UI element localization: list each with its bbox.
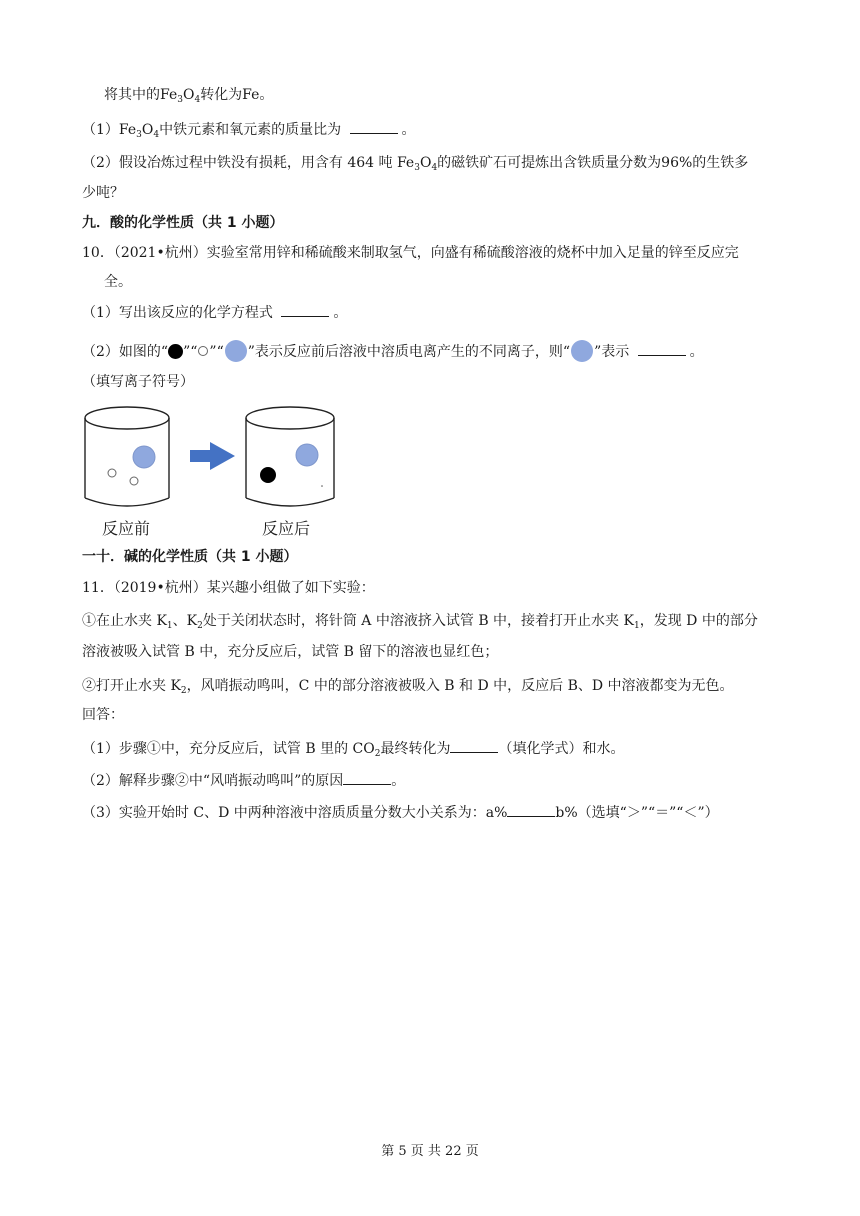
page-footer: 第 5 页 共 22 页 — [381, 1144, 479, 1159]
blue-ion-icon — [225, 340, 247, 362]
question-11-step-1: ①在止水夹 $K_1$、$K_2$处于关闭状态时，将针筒 A 中溶液挤入试管 B 中，接着打开止水夹 $K_1$，发现 D 中的部分 — [82, 613, 758, 631]
question-10-note: （填写离子符号） — [82, 374, 194, 390]
question-10-stem: 10．（2021•杭州）实验室常用锌和稀硫酸来制取氢气，向盛有稀硫酸溶液的烧杯中加入足量的锌至反应完 — [82, 245, 739, 261]
beaker-before — [85, 407, 169, 506]
question-11-step-2: ②打开止水夹 $K_2$，风哨振动鸣叫，C 中的部分溶液被吸入 B 和 D 中，反应后 B、D 中溶液都变为无色。 — [82, 678, 734, 696]
question-11-part-1: （1）步骤①中，充分反应后，试管 B 里的 $CO_2$最终转化为 （填化学式）和水。 — [82, 738, 624, 759]
question-10-part-1: （1）写出该反应的化学方程式 。 — [82, 302, 347, 323]
question-10-part-2: （2）如图的“ ”“ ”“ ”表示反应前后溶液中溶质电离产生的不同离子，则“ ”表示 。 — [82, 340, 704, 362]
blue-ion-icon — [571, 340, 593, 362]
answer-blank[interactable] — [450, 738, 498, 753]
section-heading-11: 一十．碱的化学性质（共 1 小题） — [82, 549, 298, 565]
question-9-part-2-cont: 少吨？ — [82, 185, 124, 201]
white-ion-icon — [198, 346, 208, 356]
beaker-after — [246, 407, 334, 506]
beaker-diagram — [82, 400, 342, 515]
black-ion-icon — [260, 467, 276, 483]
question-11-step-1-cont: 溶液被吸入试管 B 中，充分反应后，试管 B 留下的溶液也显红色； — [82, 644, 499, 660]
answer-blank[interactable] — [638, 341, 686, 356]
answer-blank[interactable] — [343, 770, 391, 785]
blue-ion-icon — [133, 446, 155, 468]
arrow-right-icon — [190, 442, 235, 470]
section-heading-9: 九．酸的化学性质（共 1 小题） — [82, 215, 284, 231]
answer-blank[interactable] — [281, 302, 329, 317]
answer-blank[interactable] — [350, 119, 398, 134]
question-9-part-2: （2）假设冶炼过程中铁没有损耗，用含有 464 吨 $Fe_3O_4$的磁铁矿石可提炼出含铁质量分数为96%的生铁多 — [82, 155, 749, 173]
text-line-fe3o4-conversion: 将其中的$Fe_3O_4$转化为Fe。 — [104, 87, 274, 105]
answer-blank[interactable] — [507, 802, 555, 817]
caption-after: 反应后 — [262, 519, 311, 538]
caption-before: 反应前 — [102, 519, 151, 538]
question-11-part-3: （3）实验开始时 C、D 中两种溶液中溶质质量分数大小关系为：a% b%（选填“＞”“＝”“＜”） — [82, 802, 719, 823]
question-9-part-1: $(1)Fe_3O_4$中铁元素和氧元素的质量比为 。 — [82, 119, 416, 140]
beaker-reaction-figure — [82, 400, 342, 540]
question-11-part-2: （2）解释步骤②中“风哨振动鸣叫”的原因 。 — [82, 770, 405, 791]
question-11-stem: 11．（2019•杭州）某兴趣小组做了如下实验： — [82, 580, 375, 596]
white-ion-icon — [108, 469, 116, 477]
white-ion-icon — [130, 477, 138, 485]
question-10-stem-cont: 全。 — [104, 274, 132, 290]
blue-ion-icon — [296, 444, 318, 466]
black-ion-icon — [168, 344, 183, 359]
question-11-answer-label: 回答： — [82, 707, 124, 723]
